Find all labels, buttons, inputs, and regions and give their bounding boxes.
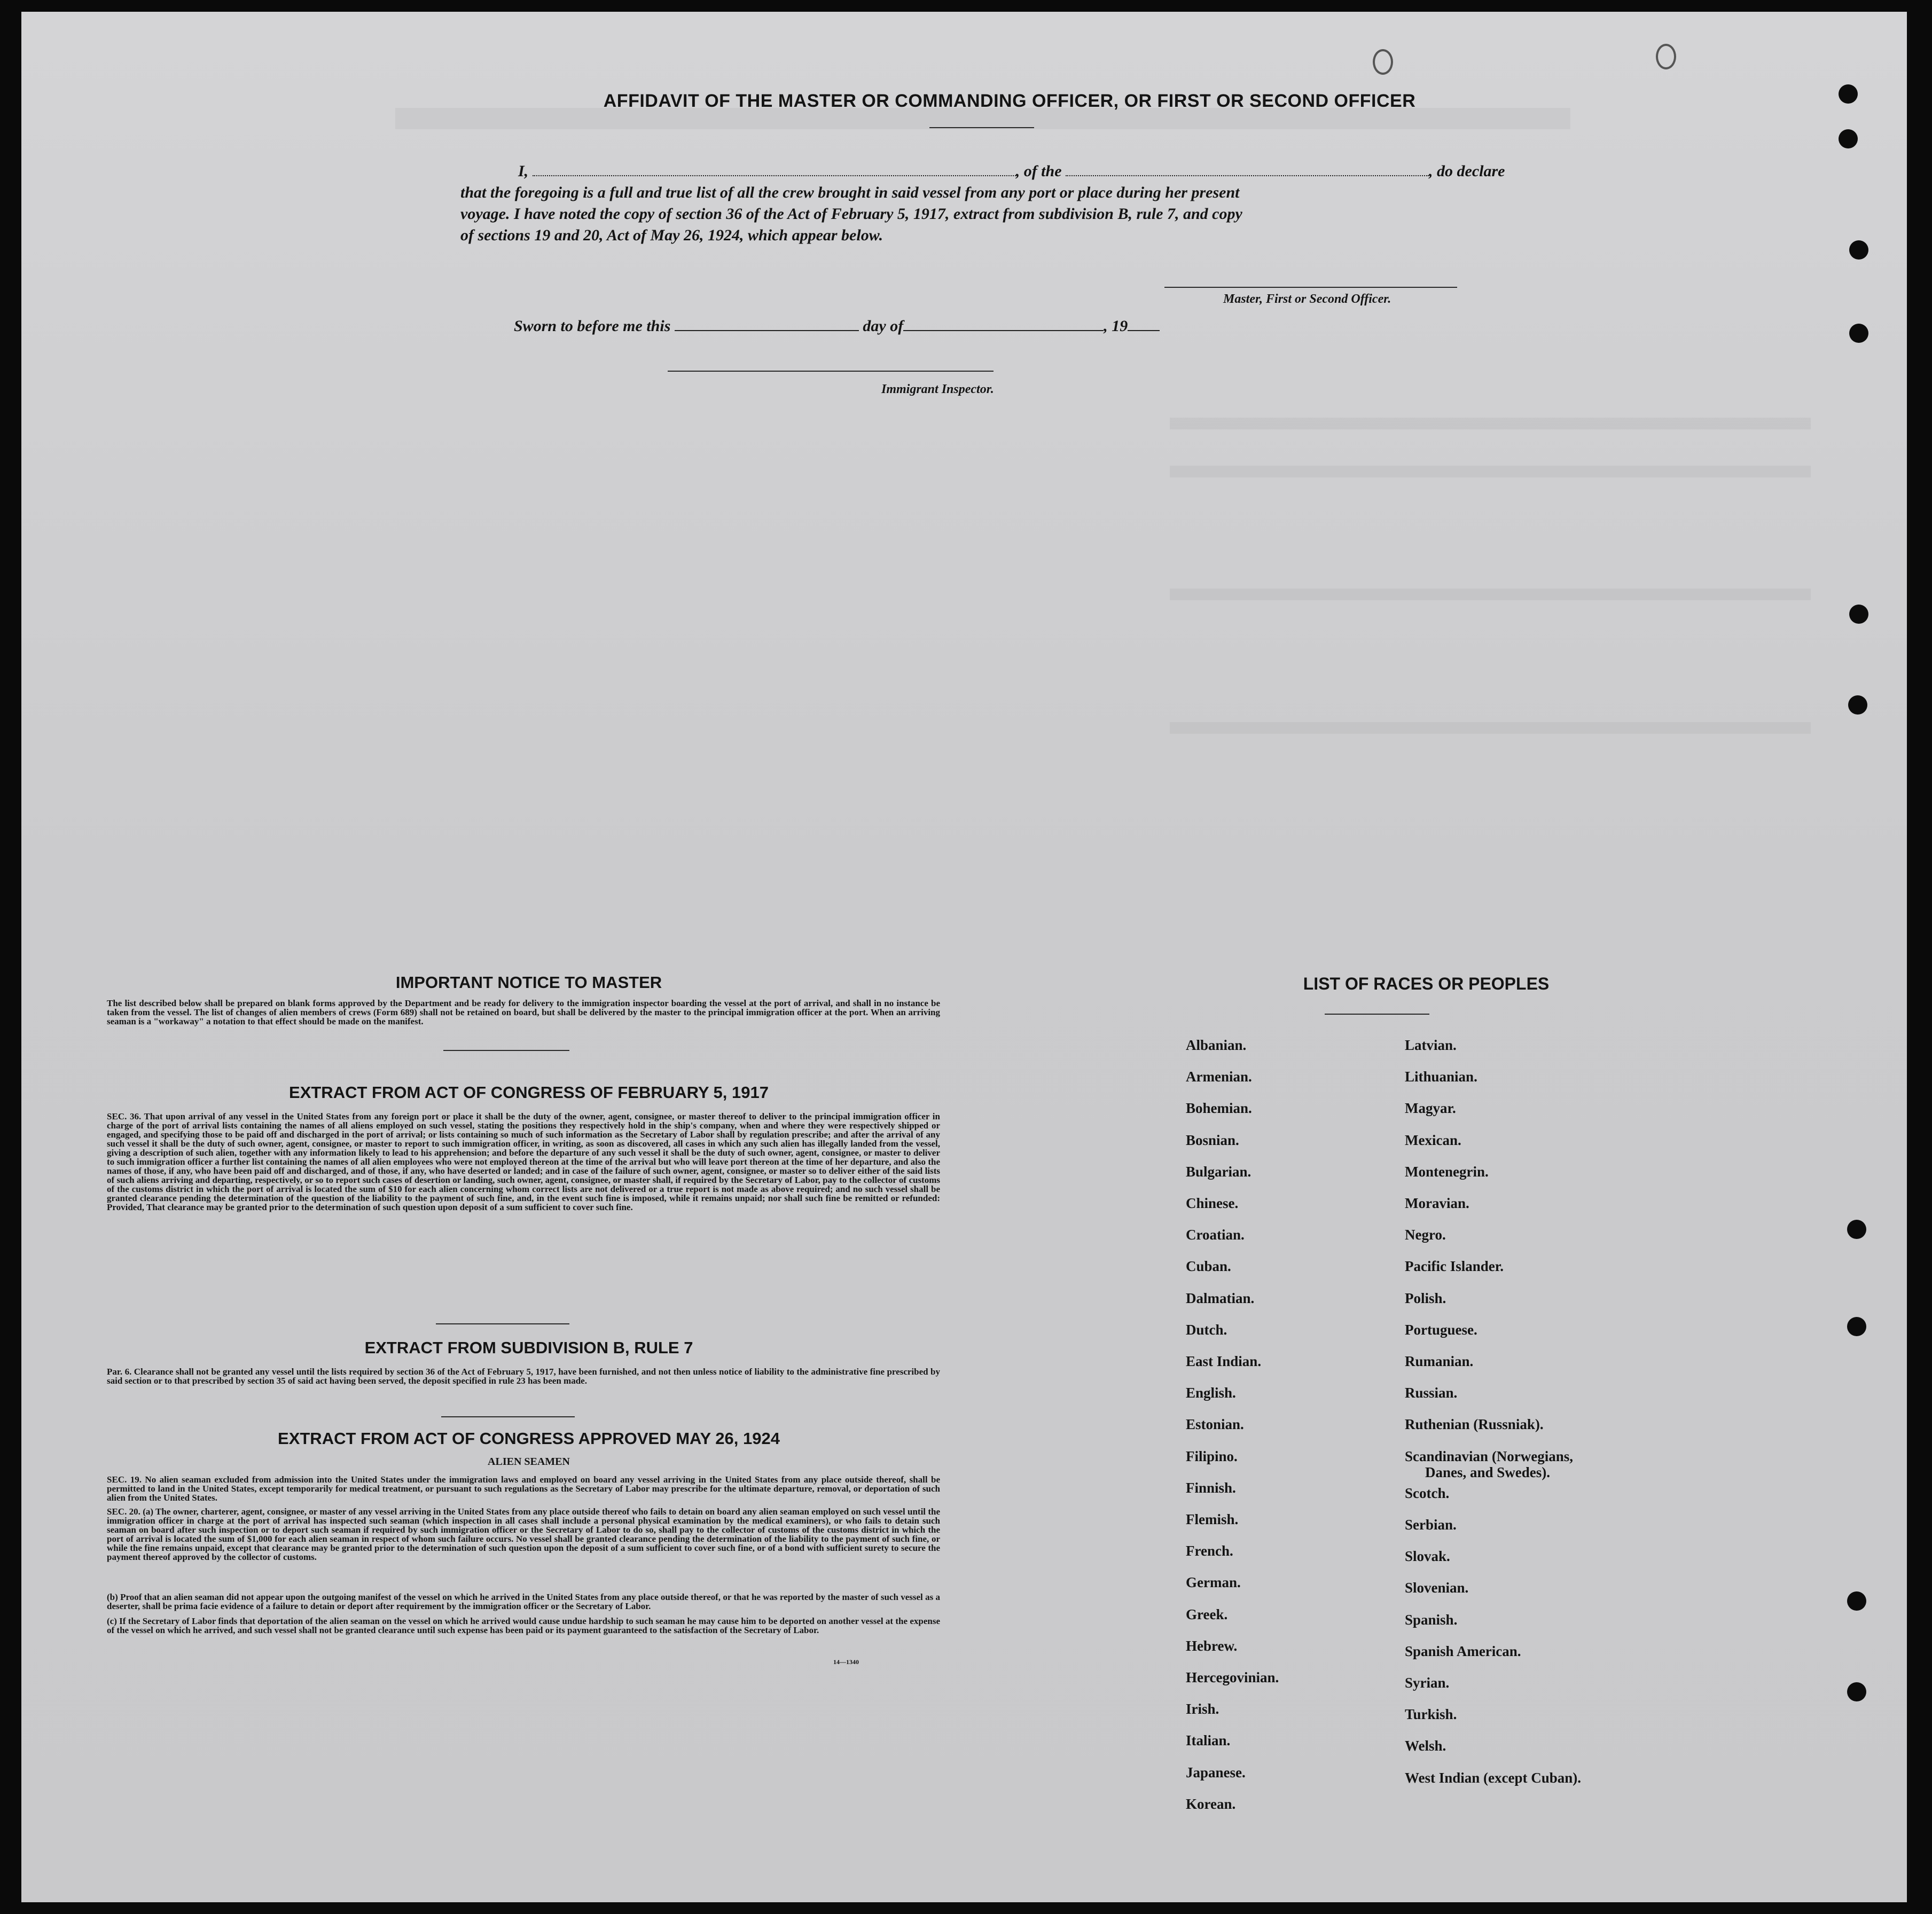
race-item: Dalmatian. [1186,1290,1255,1306]
race-item: East Indian. [1186,1353,1262,1369]
sworn-year-label: , 19 [1104,317,1128,335]
race-item: Filipino. [1186,1448,1238,1464]
signature-line [1164,287,1457,288]
section-divider [441,1416,575,1417]
notice-title: IMPORTANT NOTICE TO MASTER [395,973,662,992]
affidavit-line-3: voyage. I have noted the copy of section 36 of the Act of February 5, 1917, extract from subdivision B, rule 7, and copy [460,205,1242,223]
bleed-through [1170,722,1811,734]
race-item: Korean. [1186,1796,1236,1812]
bleed-through [1170,418,1811,429]
title-underline [929,127,1034,128]
race-item: Rumanian. [1405,1353,1474,1369]
races-title: LIST OF RACES OR PEOPLES [1303,974,1550,993]
sec-19-text: SEC. 19. No alien seaman excluded from admission into the United States under the immigration laws and employed on board any vessel arriving in the United States from any place outside thereof, shall be permitted to land in the United States, except temporarily for medical treatment, or pursuant to such regulations as the Secretary of Labor may prescribe for the ultimate departure, removal, or deportation of such alien from the United States. [107,1474,940,1503]
punch-ring [1373,49,1393,75]
race-item: Montenegrin. [1405,1164,1489,1180]
sworn-month-blank [903,318,1104,331]
race-item: Latvian. [1405,1037,1457,1053]
race-item: Turkish. [1405,1706,1457,1722]
signature-label: Master, First or Second Officer. [1223,292,1391,306]
sworn-year-blank [1128,318,1160,331]
extract-1924-subtitle: ALIEN SEAMEN [488,1456,570,1468]
race-item: Spanish American. [1405,1643,1521,1659]
vessel-of-label: , of the [1015,162,1062,180]
inspector-signature-line [668,371,994,372]
binder-hole [1847,1317,1866,1336]
declarant-prefix: I, [518,162,529,180]
extract-rule7-body: Par. 6. Clearance shall not be granted any vessel until the lists required by section 36 of the Act of February 5, 1917, have been furnished, and not then unless notice of liability to the administrative fine prescribed by said section or to that prescribed by section 35 of said act having been served, the deposit specified in rule 23 has been made. [107,1367,940,1386]
race-item: Bulgarian. [1186,1164,1252,1180]
binder-hole [1847,1682,1866,1701]
section-divider [436,1323,569,1324]
race-item: Slovenian. [1405,1580,1469,1596]
binder-hole [1848,695,1867,715]
race-item: Cuban. [1186,1258,1231,1274]
race-item: Japanese. [1186,1764,1246,1780]
affidavit-line-2: that the foregoing is a full and true list of all the crew brought in said vessel from any port or place during her present [460,184,1240,201]
binder-hole [1849,605,1868,624]
extract-1924-title: EXTRACT FROM ACT OF CONGRESS APPROVED MAY 26, 1924 [278,1429,780,1448]
affidavit-line-4: of sections 19 and 20, Act of May 26, 1924, which appear below. [460,226,883,244]
race-item: Irish. [1186,1701,1219,1717]
punch-ring [1656,44,1676,69]
race-item: Moravian. [1405,1195,1469,1211]
race-item: Hercegovinian. [1186,1669,1279,1685]
sworn-prefix: Sworn to before me this [514,317,671,335]
race-item: Estonian. [1186,1416,1244,1432]
binder-hole [1847,1220,1866,1239]
race-item: Mexican. [1405,1132,1461,1148]
inspector-label: Immigrant Inspector. [881,382,994,396]
race-item: Hebrew. [1186,1638,1238,1654]
race-item: Slovak. [1405,1548,1450,1564]
form-sheet [21,12,1907,1902]
race-item: Flemish. [1186,1511,1239,1527]
race-item: Croatian. [1186,1227,1245,1243]
vessel-name-blank [1066,163,1429,176]
race-item: Negro. [1405,1227,1446,1243]
race-item: West Indian (except Cuban). [1405,1770,1582,1786]
binder-hole [1839,129,1858,148]
bleed-through [1170,589,1811,600]
race-item: Chinese. [1186,1195,1239,1211]
race-item: Lithuanian. [1405,1069,1477,1085]
race-item: Syrian. [1405,1675,1450,1691]
race-item-continuation: Danes, and Swedes). [1425,1464,1551,1480]
race-item: Ruthenian (Russniak). [1405,1416,1544,1432]
bleed-through [1170,466,1811,477]
sec-20a-text: SEC. 20. (a) The owner, charterer, agent, consignee, or master of any vessel arriving in the United States from any place outside thereof who fails to detain on board any alien seaman employed on such vessel until the immigration officer in charge at the port of arrival has inspected such seaman (which inspection in all cases shall include a personal physical examination by the medical examiners), or who fails to detain such seaman on board after such inspection or to deport such seaman if required by such immigration officer or the Secretary of Labor to do so, shall pay to the collector of customs of the customs district in which the port of arrival is located the sum of $1,000 for each alien seaman in respect of whom such failure occurs. No vessel shall be granted clearance pending the determination of the liability to the payment of such fine, or while the fine remains unpaid, except that clearance may be granted prior to the determination of such question upon the deposit of a sum sufficient to cover such fine, or of a bond with sufficient surety to secure the payment thereof approved by the collector of customs. [107,1507,940,1562]
race-item: Bohemian. [1186,1100,1252,1116]
race-item: Serbian. [1405,1517,1457,1533]
sworn-day-blank [675,318,859,331]
race-item: French. [1186,1543,1233,1559]
race-item: Spanish. [1405,1612,1458,1628]
race-item: Finnish. [1186,1480,1236,1496]
race-item: Welsh. [1405,1738,1446,1754]
race-item: Dutch. [1186,1322,1227,1338]
race-item: Magyar. [1405,1100,1456,1116]
race-item: Portuguese. [1405,1322,1477,1338]
race-item: Scotch. [1405,1485,1450,1501]
race-item: English. [1186,1385,1236,1401]
declarant-name-blank [533,163,1016,176]
race-item: Russian. [1405,1385,1458,1401]
extract-rule7-title: EXTRACT FROM SUBDIVISION B, RULE 7 [364,1338,693,1357]
binder-hole [1849,324,1868,343]
race-item: Greek. [1186,1606,1228,1622]
affidavit-line-1 [518,162,1505,181]
form-number: 14—1340 [833,1658,859,1666]
extract-1917-title: EXTRACT FROM ACT OF CONGRESS OF FEBRUARY 5, 1917 [289,1083,769,1102]
section-divider [443,1050,569,1051]
race-item: German. [1186,1574,1241,1590]
race-item: Pacific Islander. [1405,1258,1504,1274]
race-item: Bosnian. [1186,1132,1239,1148]
sworn-day-label: day of [863,317,904,335]
sworn-line [514,317,1160,335]
sec-20c-text: (c) If the Secretary of Labor finds that deportation of the alien seaman on the vessel on which he arrived would cause undue hardship to such seaman he may cause him to be deported on another vessel at the expense of the vessel on which he arrived, and such vessel shall not be granted clearance until such expense has been paid or its payment guaranteed to the satisfaction of the Secretary of Labor. [107,1616,940,1635]
race-item: Albanian. [1186,1037,1247,1053]
declare-label: , do declare [1429,162,1505,180]
race-item: Armenian. [1186,1069,1252,1085]
binder-hole [1849,240,1868,260]
race-item: Italian. [1186,1732,1231,1748]
extract-1917-body: SEC. 36. That upon arrival of any vessel in the United States from any foreign port or place it shall be the duty of the owner, agent, consignee, or master thereof to deliver to the principal immigration officer in charge of the port of arrival lists containing the names of all aliens employed on such vessel, stating the positions they respectively hold in the ship's company, when and where they were respectively shipped or engaged, and specifying those to be paid off and discharged in the port of arrival; or lists containing so much of such information as the Secretary of Labor shall by regulation prescribe; and after the arrival of any such vessel it shall be the duty of such owner, agent, consignee, or master to report to such immigration officer, in writing, as soon as discovered, all cases in which any such alien has illegally landed from the vessel, giving a description of such alien, together with any information likely to lead to his apprehension; and before the departure of any such vessel it shall be the duty of such owner, agent, consignee, or master to deliver to such immigration officer a further list containing the names of all alien employees who were not employed thereon at the time of the arrival but who will leave port thereon at the time of her departure, and also the names of those, if any, who have been paid off and discharged, and of those, if any, who have deserted or landed; and in case of the failure of such owner, agent, consignee, or master so to deliver either of the said lists of such aliens arriving and departing, respectively, or so to report such cases of desertion or landing, such owner, agent, consignee, or master shall, if required by the Secretary of Labor, pay to the collector of customs of the customs district in which the port of arrival is located the sum of $10 for each alien concerning whom correct lists are not delivered or a true report is not made as above required; and no such vessel shall be granted clearance pending the determination of the question of the liability to the payment of such fine, and, in the event such fine is imposed, while it remains unpaid; nor shall such fine be remitted or refunded: Provided, That clearance may be granted prior to the determination of such question upon deposit of a sum sufficient to cover such fine. [107,1111,940,1212]
races-title-underline [1325,1014,1429,1015]
binder-hole [1847,1591,1866,1611]
race-item: Polish. [1405,1290,1446,1306]
race-item: Scandinavian (Norwegians, [1405,1448,1574,1464]
sec-20b-text: (b) Proof that an alien seaman did not appear upon the outgoing manifest of the vessel on which he arrived in the United States from any place outside thereof, or that he was reported by the master of such vessel as a deserter, shall be prima facie evidence of a failure to detain or deport after requirement by the immigration officer or the Secretary of Labor. [107,1592,940,1611]
affidavit-title: AFFIDAVIT OF THE MASTER OR COMMANDING OFFICER, OR FIRST OR SECOND OFFICER [603,91,1416,111]
binder-hole [1839,84,1858,104]
notice-body: The list described below shall be prepared on blank forms approved by the Department and be ready for delivery to the immigration inspector boarding the vessel at the port of arrival, and shall in no instance be taken from the vessel. The list of changes of alien members of crews (Form 689) shall not be retained on board, but shall be delivered by the master to the principal immigration officer at the port. When an arriving seaman is a "workaway" a notation to that effect should be made on the manifest. [107,998,940,1026]
